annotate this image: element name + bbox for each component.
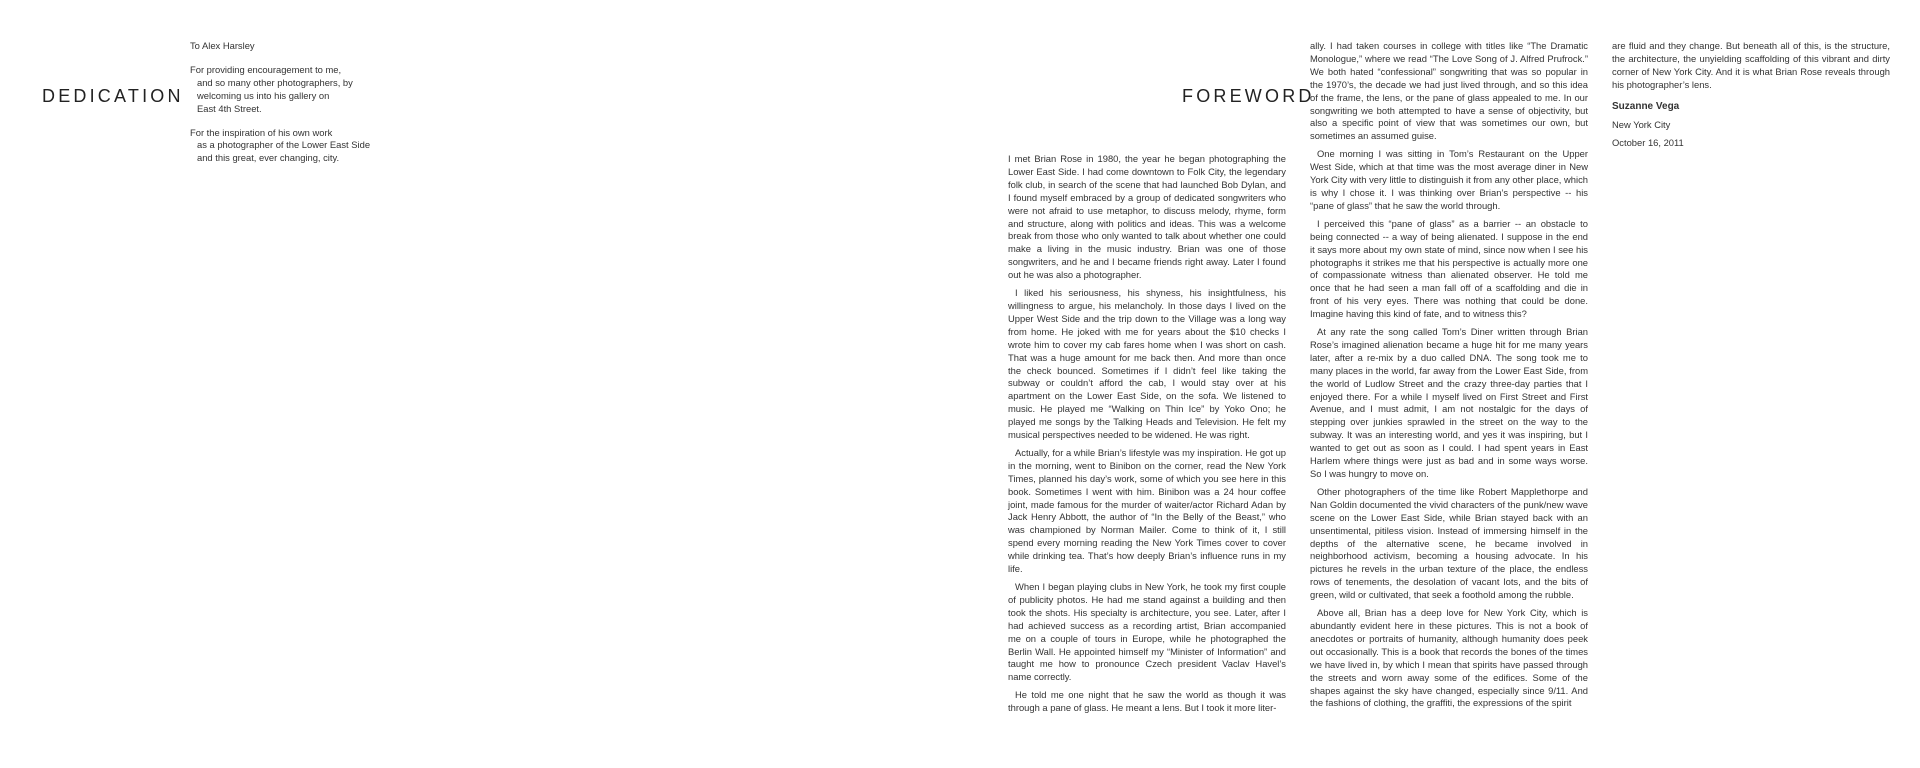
dedication-text [190,40,380,176]
foreword-paragraph: Actually, for a while Brian’s lifestyle was my inspiration. He got up in the morning, went to Binibon on the corner, read the New York Times, planned his day’s work, some of which you see here in this book. Sometimes I went with him. Binibon was a 24 hour coffee joint, made famous for the murder of waiter/actor Richard Adan by Jack Henry Abbott, the author of “In the Belly of the Beast,” who was championed by Norman Mailer. Come to think of it, I still spend every morning reading the New York Times cover to cover while drinking tea. That’s how deeply Brian’s influence runs in my life. [1008,446,1286,575]
foreword-paragraph: Other photographers of the time like Robert Mapplethorpe and Nan Goldin documented the vivid characters of the punk/new wave scene on the Lower East Side, while Brian stayed back with an unsentimental, pitiless vision. Instead of immersing himself in the depths of the alternative scene, he became involved in neighborhood activism, becoming a housing advocate. In his pictures he revels in the urban texture of the place, the endless rows of tenements, the desolation of vacant lots, and the bits of green, wild or cultivated, that seek a foothold among the rubble. [1310,485,1588,601]
foreword-paragraph: When I began playing clubs in New York, he took my first couple of publicity photos. He had me stand against a building and then took the shots. His specialty is architecture, you see. Later, after I had achieved success as a recording artist, Brian accompanied me on a couple of tours in Europe, while he photographed the Berlin Wall. He appointed himself my “Minister of Information” and taught me how to pronounce Czech president Vaclav Havel’s name correctly. [1008,581,1286,683]
foreword-column-1 [1008,153,1286,720]
dedication-line: and so many other photographers, by [197,76,353,88]
signature [1612,100,1890,150]
dedication-line: welcoming us into his gallery on [197,89,330,101]
signature-name: Suzanne Vega [1612,100,1680,112]
dedication-heading: DEDICATION [42,86,184,106]
foreword-paragraph: I perceived this “pane of glass” as a barrier -- an obstacle to being connected -- a way of being alienated. I suppose in the end it says more about my own state of mind, since now when I see his photographs it strikes me that his perspective is actually more one of compassionate witness than alienated observer. He told me once that he had seen a man fall off of a scaffolding and die in front of his very eyes. There was nothing that could be done. Imagine having this kind of fate, and to witness this? [1310,217,1588,320]
dedication-recipient: To Alex Harsley [190,40,255,51]
dedication-paragraph [190,127,380,166]
foreword-paragraph: He told me one night that he saw the world as though it was through a pane of glass. He meant a lens. But I took it more liter- [1008,689,1286,714]
foreword-column-2 [1310,40,1588,715]
foreword-column-3 [1612,40,1890,154]
foreword-paragraph: One morning I was sitting in Tom’s Restaurant on the Upper West Side, which at that time was the most average diner in New York City with very little to distinguish it from any other place, which is why I chose it. I was thinking over Brian’s perspective -- his “pane of glass” that he saw the world through. [1310,148,1588,211]
dedication-line: as a photographer of the Lower East Side [197,139,371,151]
foreword-paragraph: I liked his seriousness, his shyness, his insightfulness, his willingness to argue, his melancholy. In those days I lived on the Upper West Side and the trip down to the Village was a long way from home. He joked with me for years about the $10 checks I wrote him to cover my cab fares home when I was short on cash. That was a huge amount for me back then. And more than once the check bounced. Sometimes if I didn’t feel like taking the subway or couldn’t afford the cab, I would stay over at his apartment on the Lower East Side, on the sofa. We listened to music. He played me “Walking on Thin Ice” by Yoko Ono; he played me songs by the Talking Heads and Television. He felt my musical perspectives needed to be widened. He was right. [1008,287,1286,441]
dedication-paragraph [190,64,380,116]
signature-place: New York City [1612,118,1671,130]
dedication-line: For the inspiration of his own work [190,126,333,138]
foreword-heading: FOREWORD [1182,86,1315,106]
foreword-paragraph: Above all, Brian has a deep love for New York City, which is abundantly evident here in these pictures. This is not a book of anecdotes or portraits of humanity, although humanity does peek out occasionally. This is a book that records the bones of the times we have lived in, by which I mean that spirits have passed through the streets and worn away some of the edifices. Some of the shapes against the sky have changed, especially since 9/11. And the fashions of clothing, the graffiti, the expressions of the spirit [1310,607,1588,709]
dedication-line: East 4th Street. [197,102,262,114]
dedication-line: and this great, ever changing, city. [197,152,340,164]
signature-date: October 16, 2011 [1612,136,1684,148]
foreword-paragraph: I met Brian Rose in 1980, the year he began photographing the Lower East Side. I had come downtown to Folk City, the legendary folk club, in search of the scene that had launched Bob Dylan, and I found myself embraced by a group of dedicated songwriters who were not afraid to use metaphor, to discuss melody, rhyme, form and structure, along with politics and ideas. This was a welcome break from those who only wanted to talk about whether one could make a living in the music industry. Brian was one of those songwriters, and he and I became friends right away. Later I found out he was also a photographer. [1008,153,1286,281]
dedication-line: For providing encouragement to me, [190,63,342,75]
foreword-paragraph: ally. I had taken courses in college with titles like “The Dramatic Monologue,” where we read “The Love Song of J. Alfred Prufrock.” We both hated “confessional” songwriting that was so popular in the 1970’s, the decade we had just lived through, and so this idea of the frame, the lens, or the pane of glass appealed to me. In our songwriting we both attempted to have a sense of objectivity, but also a specific point of view that was sometimes our own, but sometimes an assumed guise. [1310,40,1588,142]
foreword-paragraph: are fluid and they change. But beneath all of this, is the structure, the architecture, the unyielding scaffolding of this vibrant and dirty corner of New York City. And it is what Brian Rose reveals through his photographer’s lens. [1612,40,1890,90]
foreword-paragraph: At any rate the song called Tom’s Diner written through Brian Rose’s imagined alienation became a huge hit for me many years later, after a re-mix by a duo called DNA. The song took me to many places in the world, far away from the Lower East Side, from the world of Ludlow Street and the crazy three-day parties that I enjoyed there. For a while I myself lived on First Street and First Avenue, and I must admit, I am not nostalgic for the days of stepping over junkies sprawled in the street on the way to the subway. It was an interesting world, and yes it was inspiring, but I wanted to get out as soon as I could. I had spent years in East Harlem where things were just as bad and in some ways worse. So I was hungry to move on. [1310,326,1588,479]
